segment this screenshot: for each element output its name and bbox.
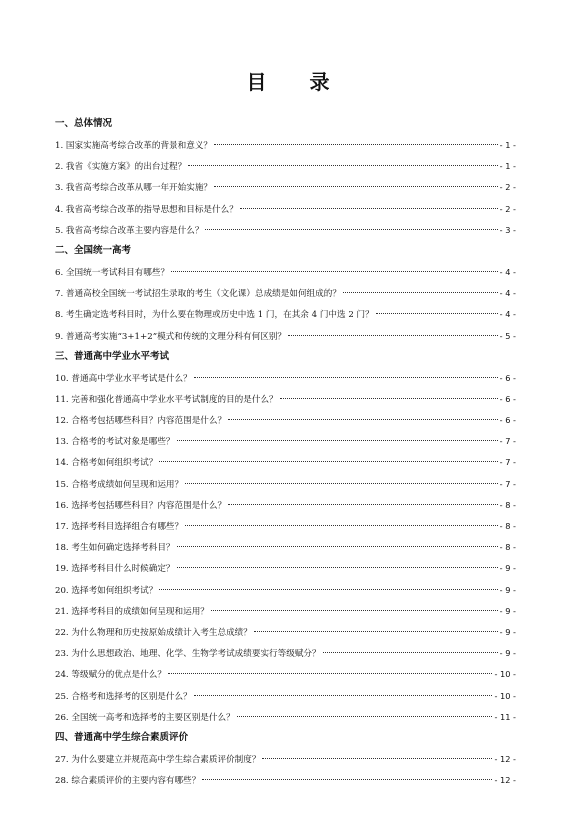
toc-entry-page: - 6 -: [499, 415, 516, 426]
toc-entry[interactable]: [55, 220, 516, 241]
toc-entry[interactable]: [55, 495, 516, 516]
section-heading: 一、总体情况: [55, 118, 113, 129]
toc-entry-page: - 6 -: [499, 372, 516, 383]
toc-entry-text: 21. 选择考科目的成绩如何呈现和运用？: [55, 606, 209, 617]
dot-leader: [185, 483, 498, 484]
toc-entry-page: - 7 -: [499, 478, 516, 489]
dot-leader: [376, 313, 498, 314]
toc-title: 目 录: [246, 70, 348, 94]
toc-entry[interactable]: [55, 664, 516, 685]
dot-leader: [323, 652, 498, 653]
section-heading: 三、普通高中学业水平考试: [55, 350, 170, 362]
toc-entry-page: - 1 -: [499, 140, 516, 150]
toc-entry-page: - 6 -: [499, 393, 516, 404]
toc-entry[interactable]: [55, 304, 516, 325]
section-heading: 二、全国统一高考: [55, 244, 132, 256]
toc-entry[interactable]: [55, 199, 516, 220]
toc-entry-page: - 4 -: [499, 288, 516, 299]
dot-leader: [288, 335, 498, 336]
toc-entry-text: 18. 考生如何确定选择考科目？: [55, 543, 175, 554]
toc-entry-page: - 9 -: [499, 584, 516, 595]
toc-entry[interactable]: [55, 580, 516, 601]
toc-entry-text: 7. 普通高校全国统一考试招生录取的考生（文化课）总成绩是如何组成的？: [55, 289, 341, 300]
toc-entry-text: 5. 我省高考综合改革主要内容是什么？: [55, 225, 204, 236]
toc-entry-text: 9. 普通高考实施“3+1+2”模式和传统的文理分科有何区别？: [55, 331, 286, 342]
toc-entry[interactable]: [55, 686, 516, 707]
toc-entry-text: 28. 综合素质评价的主要内容有哪些？: [55, 776, 201, 787]
dot-leader: [211, 610, 498, 611]
dot-leader: [168, 673, 493, 674]
toc-entry[interactable]: [55, 410, 516, 431]
toc-entry-page: - 1 -: [499, 161, 516, 172]
toc-section: [55, 730, 516, 791]
toc-entry[interactable]: [55, 601, 516, 622]
dot-leader: [343, 292, 498, 293]
dot-leader: [237, 716, 493, 717]
toc-entry-text: 6. 全国统一考试科目有哪些？: [55, 267, 170, 278]
toc-entry-text: 12. 合格考包括哪些科目？内容范围是什么？: [55, 416, 227, 427]
dot-leader: [262, 758, 492, 759]
toc-section: [55, 116, 516, 241]
dot-leader: [188, 165, 497, 166]
toc-entry-text: 2. 我省《实施方案》的出台过程？: [55, 162, 187, 173]
toc-entry-page: - 7 -: [499, 436, 516, 447]
toc-entry-page: - 12 -: [494, 753, 516, 764]
toc-entry[interactable]: [55, 177, 516, 198]
dot-leader: [214, 144, 498, 145]
toc-entry[interactable]: [55, 749, 516, 770]
toc-entry-text: 13. 合格考的考试对象是哪些？: [55, 437, 175, 448]
toc-entry-page: - 8 -: [499, 542, 516, 553]
dot-leader: [177, 440, 498, 441]
toc-entry-page: - 4 -: [499, 309, 516, 320]
dot-leader: [194, 695, 493, 696]
toc-entry[interactable]: [55, 283, 516, 304]
dot-leader: [185, 525, 498, 526]
dot-leader: [159, 589, 497, 590]
toc-entry-text: 14. 合格考如何组织考试？: [55, 458, 158, 469]
table-of-contents: [55, 116, 516, 793]
toc-entry[interactable]: [55, 474, 516, 495]
toc-entry-page: - 9 -: [499, 626, 516, 637]
toc-entry-text: 20. 选择考如何组织考试？: [55, 585, 158, 596]
toc-entry-text: 11. 完善和强化普通高中学业水平考试制度的目的是什么？: [55, 394, 278, 405]
toc-entry-text: 4. 我省高考综合改革的指导思想和目标是什么？: [55, 204, 238, 215]
toc-entry-page: - 11 -: [494, 711, 516, 722]
dot-leader: [228, 504, 498, 505]
toc-entry[interactable]: [55, 326, 516, 347]
toc-entry-page: - 5 -: [499, 330, 516, 341]
toc-entry-text: 8. 考生确定选考科目时，为什么要在物理或历史中选 1 门，在其余 4 门中选 2 门？: [55, 310, 374, 321]
toc-entry-text: 24. 等级赋分的优点是什么？: [55, 670, 166, 681]
toc-entry-page: - 7 -: [499, 457, 516, 468]
toc-entry-page: - 3 -: [499, 224, 516, 235]
toc-entry-text: 10. 普通高中学业水平考试是什么？: [55, 373, 192, 384]
toc-entry-text: 17. 选择考科目选择组合有哪些？: [55, 522, 184, 532]
dot-leader: [254, 631, 498, 632]
toc-entry[interactable]: [55, 516, 516, 537]
dot-leader: [205, 229, 497, 230]
toc-entry-page: - 10 -: [494, 690, 516, 701]
dot-leader: [240, 208, 498, 209]
toc-entry-page: - 2 -: [499, 203, 516, 214]
toc-entry-text: 19. 选择考科目什么时候确定？: [55, 564, 175, 575]
section-heading: 四、普通高中学生综合素质评价: [55, 731, 189, 743]
dot-leader: [280, 398, 498, 399]
toc-entry-text: 16. 选择考包括哪些科目？内容范围是什么？: [55, 500, 227, 511]
toc-entry[interactable]: [55, 156, 516, 177]
toc-entry[interactable]: [55, 558, 516, 579]
toc-entry[interactable]: [55, 135, 516, 156]
toc-entry-text: 15. 合格考成绩如何呈现和运用？: [55, 479, 184, 490]
toc-entry[interactable]: [55, 707, 516, 728]
dot-leader: [177, 567, 498, 568]
toc-entry[interactable]: [55, 643, 516, 664]
toc-entry-text: 23. 为什么思想政治、地理、化学、生物学考试成绩要实行等级赋分？: [55, 649, 321, 660]
toc-entry[interactable]: [55, 368, 516, 389]
toc-entry-page: - 4 -: [499, 266, 516, 277]
toc-section: [55, 349, 516, 728]
toc-entry[interactable]: [55, 770, 516, 791]
toc-entry[interactable]: [55, 537, 516, 558]
toc-entry[interactable]: [55, 622, 516, 643]
toc-entry-text: 26. 全国统一高考和选择考的主要区别是什么？: [55, 712, 235, 723]
toc-entry[interactable]: [55, 452, 516, 473]
dot-leader: [214, 186, 498, 187]
toc-entry[interactable]: [55, 431, 516, 452]
toc-entry-page: - 8 -: [499, 499, 516, 510]
toc-entry[interactable]: [55, 262, 516, 283]
toc-entry-text: 22. 为什么物理和历史按原始成绩计入考生总成绩？: [55, 627, 252, 638]
dot-leader: [194, 377, 498, 378]
dot-leader: [171, 271, 498, 272]
toc-entry-page: - 12 -: [494, 775, 516, 786]
toc-entry-page: - 9 -: [499, 563, 516, 574]
toc-entry-text: 27. 为什么要建立并规范高中学生综合素质评价制度？: [55, 754, 261, 765]
dot-leader: [159, 461, 497, 462]
toc-entry-page: - 9 -: [499, 605, 516, 616]
dot-leader: [202, 779, 492, 780]
toc-entry-page: - 10 -: [494, 669, 516, 680]
toc-section: [55, 243, 516, 347]
toc-entry[interactable]: [55, 389, 516, 410]
toc-entry-page: - 2 -: [499, 182, 516, 193]
toc-entry-page: - 9 -: [499, 648, 516, 659]
toc-entry-text: 1. 国家实施高考综合改革的背景和意义？: [55, 141, 213, 151]
toc-entry-text: 25. 合格考和选择考的区别是什么？: [55, 691, 192, 702]
toc-entry-text: 3. 我省高考综合改革从哪一年开始实施？: [55, 183, 213, 194]
toc-entry-page: - 8 -: [499, 521, 516, 531]
dot-leader: [177, 546, 498, 547]
dot-leader: [228, 419, 498, 420]
